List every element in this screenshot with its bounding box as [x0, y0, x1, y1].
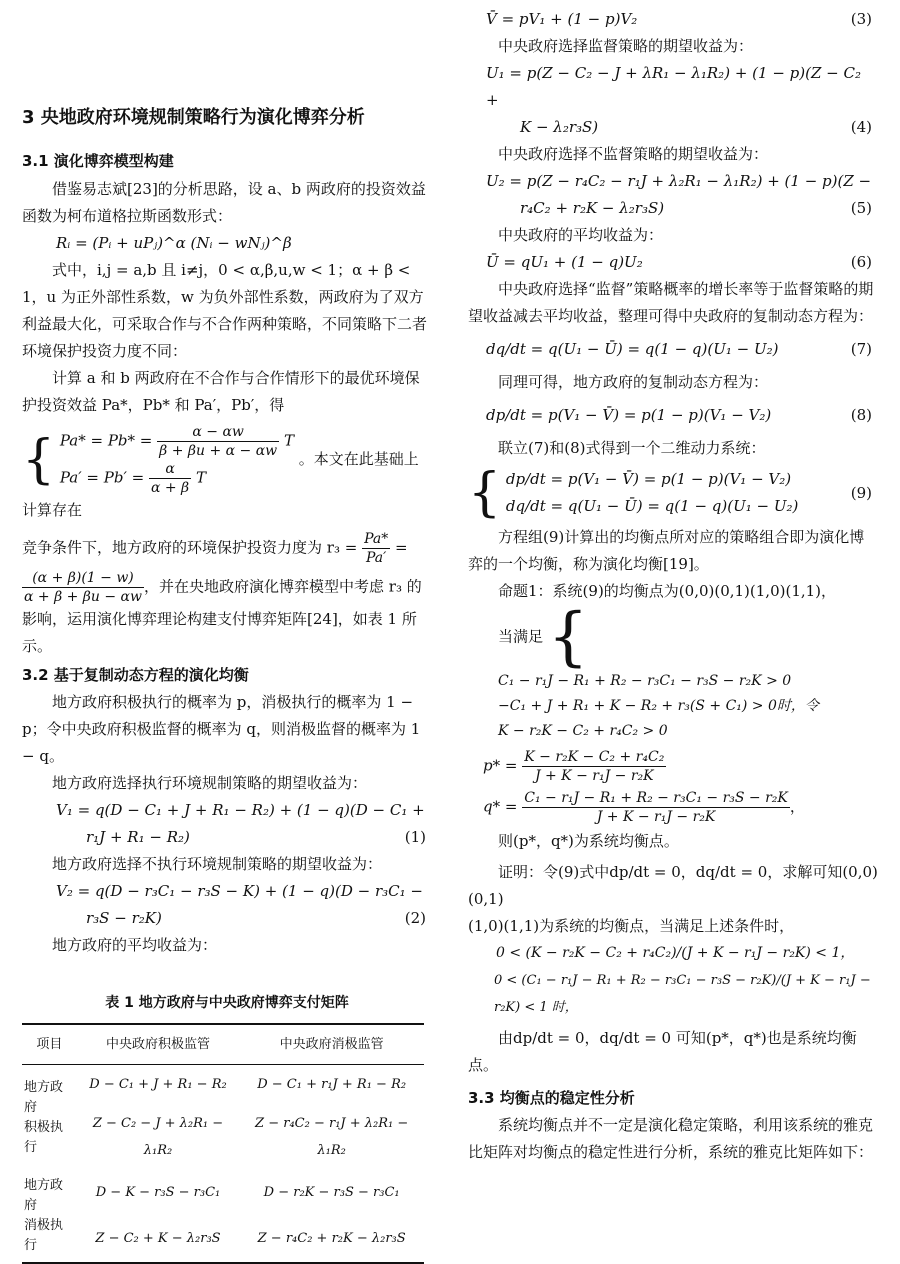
r3-value-frac: $\frac{(\alpha + \beta)(1 - w)}{\alpha + \beta + \beta u - \alpha w}$ [24, 570, 142, 605]
paragraph-3: 计算 a 和 b 两政府在不合作与合作情形下的最优环境保护投资效益 Pa*，Pb* 和 Pa′，Pb′，得 [22, 369, 420, 414]
eq1-line-a: V₁ = q(D − C₁ + J + R₁ − R₂) + (1 − q)(D − C₁ + [56, 801, 425, 819]
paragraph-21: 系统均衡点并不一定是演化稳定策略，利用该系统的雅克比矩阵对均衡点的稳定性进行分析，系统的雅克比矩阵如下： [468, 1116, 874, 1161]
paragraph-12: 中央政府选择“监督”策略概率的增长率等于监督策略的期望收益减去平均收益，整理可得中央政府的复制动态方程为： [468, 280, 874, 325]
sys1-a-frac: $\frac{\alpha - \alpha w}{\beta + \beta u + \alpha - \alpha w}$ [159, 424, 278, 459]
paragraph-19: (1,0)(1,1)为系统的均衡点，当满足上述条件时， [468, 917, 795, 935]
eq7-number: (7) [850, 340, 872, 358]
cell: D − C₁ + r₁J + R₁ − R₂ [257, 1077, 407, 1092]
paragraph-4b: $\frac{(\alpha + \beta)(1 - w)}{\alpha + \beta + \beta u - \alpha w}$ ，并在央地政府演化博弈模型中考虑 r₃ 的影响，运用演化博弈理论构建支付博弈矩阵[24]，如表 1 所示。 [22, 570, 422, 655]
cell: Z − C₂ + K − λ₂r₃S [95, 1231, 221, 1247]
paragraph-6: 地方政府选择执行环境规制策略的期望收益为： [52, 774, 368, 792]
system-optimal-investment: { Pa* = Pb* = $\frac{\alpha - \alpha w}{\beta + \beta u + \alpha - \alpha w}$ T Pa′ = Pb′ = $\frac{\alpha}{\alpha + \beta}$ T 。本文在此基础上计算存在 [22, 424, 419, 519]
paragraph-16: 命题1：系统(9)的均衡点为(0,0)(0,1)(1,0)(1,1)， [498, 582, 837, 600]
paragraph-11: 中央政府的平均收益为： [498, 226, 664, 244]
paragraph-9: 中央政府选择监督策略的期望收益为： [498, 37, 754, 55]
eq9-line-a: dp/dt = p(V₁ − V̄) = p(1 − p)(V₁ − V₂) [505, 470, 792, 488]
table-header-passive: 中央政府消极监管 [239, 1024, 424, 1065]
cell: Z − C₂ − J + λ₂R₁ − λ₁R₂ [92, 1116, 224, 1158]
payoff-table [22, 1023, 424, 1264]
cell: D − C₁ + J + R₁ − R₂ [89, 1077, 227, 1092]
eq7: dq/dt = q(U₁ − Ū) = q(1 − q)(U₁ − U₂) (7) [468, 336, 878, 363]
paragraph-8: 地方政府的平均收益为： [52, 936, 218, 954]
eq9-line-b: dq/dt = q(U₁ − Ū) = q(1 − q)(U₁ − U₂) [505, 497, 799, 515]
eq2-line-b: r₃S − r₂K) (2) [22, 905, 432, 932]
paragraph-14: 联立(7)和(8)式得到一个二维动力系统： [498, 439, 766, 457]
section-3-1-title: 3.1 演化博弈模型构建 [22, 152, 174, 170]
section-3-title: 3 央地政府环境规制策略行为演化博弈分析 [22, 107, 365, 128]
eq5-line-b: r₄C₂ + r₂K − λ₂r₃S) (5) [468, 195, 878, 222]
section-3-2-title: 3.2 基于复制动态方程的演化均衡 [22, 666, 249, 684]
eq8-number: (8) [850, 406, 872, 424]
row-label-active: 地方政府 积极执行 [24, 1079, 64, 1155]
paragraph-17: 则(p*，q*)为系统均衡点。 [498, 832, 679, 850]
table-title: 表 1 地方政府与中央政府博弈支付矩阵 [105, 995, 349, 1011]
sys1-a-lhs: Pa* = Pb* = [59, 431, 153, 450]
sys1-b-lhs: Pa′ = Pb′ = [59, 468, 145, 487]
paragraph-13: 同理可得，地方政府的复制动态方程为： [498, 373, 769, 391]
eq3-number: (3) [850, 10, 872, 28]
eq8: dp/dt = p(V₁ − V̄) = p(1 − p)(V₁ − V₂) (8) [468, 402, 878, 429]
conditions-block: 当满足 { C₁ − r₁J − R₁ + R₂ − r₃C₁ − r₃S − r₂K > 0 −C₁ + J + R₁ + K − R₂ + r₃(S + C₁) > 0时，令 K − r₂K − C₂ + r₄C₂ > 0 [468, 605, 878, 744]
condition-3: K − r₂K − C₂ + r₄C₂ > 0 [498, 723, 668, 739]
cell: D − r₂K − r₃S − r₃C₁ [263, 1185, 400, 1201]
eq5-line-a: U₂ = p(Z − r₄C₂ − r₁J + λ₂R₁ − λ₁R₂) + (1 − p)(Z − [486, 172, 872, 190]
cell: D − K − r₃S − r₃C₁ [95, 1185, 221, 1201]
table-row [22, 1216, 424, 1263]
left-brace: { [22, 430, 56, 490]
cell: Z − r₄C₂ + r₂K − λ₂r₃S [257, 1231, 406, 1247]
paragraph-10: 中央政府选择不监督策略的期望收益为： [498, 145, 769, 163]
eq2-line-a: V₂ = q(D − r₃C₁ − r₃S − K) + (1 − q)(D − r₃C₁ − [56, 882, 423, 900]
eq4-number: (4) [850, 118, 872, 136]
paragraph-15: 方程组(9)计算出的均衡点所对应的策略组合即为演化博弈的一个均衡，称为演化均衡[19]。 [468, 528, 865, 573]
table-row [22, 1065, 424, 1105]
table-row [22, 1170, 424, 1216]
eq4-line-b: K − λ₂r₃S) (4) [468, 114, 878, 141]
paragraph-1: 借鉴易志斌[23]的分析思路，设 a、b 两政府的投资效益函数为柯布道格拉斯函数形式： [22, 180, 426, 225]
eq1-line-b: r₁J + R₁ − R₂) (1) [22, 824, 432, 851]
eq2-number: (2) [404, 909, 426, 927]
eq6: Ū = qU₁ + (1 − q)U₂ (6) [468, 249, 878, 276]
p-star: p* = $\frac{\text{K − r₂K − C₂ + r₄C₂}}{\text{J + K − r₁J − r₂K}}$ [483, 749, 665, 784]
eq5-number: (5) [850, 199, 872, 217]
inequality-2: 0 < (C₁ − r₁J − R₁ + R₂ − r₃C₁ − r₃S − r₂K)/(J + K − r₁J − r₂K) < 1 时， [494, 973, 871, 1015]
eq1-number: (1) [404, 828, 426, 846]
table-header-item: 项目 [22, 1024, 77, 1065]
left-column [22, 0, 432, 1253]
eq9-system: { dp/dt = p(V₁ − V̄) = p(1 − p)(V₁ − V₂) dq/dt = q(U₁ − Ū) = q(1 − q)(U₁ − U₂) (9) [468, 463, 872, 523]
r3-frac: $\frac{Pa*}{Pa'}$ [364, 531, 389, 566]
eq4-line-a: U₁ = p(Z − C₂ − J + λR₁ − λ₁R₂) + (1 − p)(Z − C₂ + [486, 64, 861, 109]
eq6-number: (6) [850, 253, 872, 271]
table-header-active: 中央政府积极监管 [77, 1024, 240, 1065]
q-star: q* = $\frac{\text{C₁ − r₁J − R₁ + R₂ − r₃C₁ − r₃S − r₂K}}{\text{J + K − r₁J − r₂K}}$ ， [483, 790, 805, 825]
paragraph-4: 竞争条件下，地方政府的环境保护投资力度为 r₃ = $\frac{Pa*}{Pa'}$ = [22, 531, 408, 566]
eq9-number: (9) [850, 484, 872, 502]
eq-cobb-douglas: Rᵢ = (Pᵢ + uPⱼ)^α (Nᵢ − wNⱼ)^β [56, 234, 292, 252]
table-row [22, 1104, 424, 1170]
cell: Z − r₄C₂ − r₁J + λ₂R₁ − λ₁R₂ [255, 1116, 409, 1158]
paragraph-2: 式中，i,j = a,b 且 i≠j，0 < α,β,u,w < 1；α + β < 1，u 为正外部性系数，w 为负外部性系数，两政府为了双方利益最大化，可采取合作与不合作两种策略，不同策略下二者环境保护投资力度不同： [22, 261, 428, 360]
paragraph-18: 证明：令(9)式中dp/dt = 0，dq/dt = 0，求解可知(0,0)(0,1) [468, 863, 878, 908]
condition-2: −C₁ + J + R₁ + K − R₂ + r₃(S + C₁) > 0时，令 [498, 698, 819, 714]
paragraph-7: 地方政府选择不执行环境规制策略的期望收益为： [52, 855, 383, 873]
eq3: V̄ = pV₁ + (1 − p)V₂ (3) [468, 6, 878, 33]
sys1-b-frac: $\frac{\alpha}{\alpha + \beta}$ [150, 461, 190, 496]
paragraph-5: 地方政府积极执行的概率为 p，消极执行的概率为 1 − p；令中央政府积极监督的概率为 q，则消极监督的概率为 1 − q。 [22, 693, 421, 765]
paragraph-20: 由dp/dt = 0，dq/dt = 0 可知(p*，q*)也是系统均衡点。 [468, 1029, 857, 1074]
right-column [468, 0, 878, 1199]
row-label-passive: 地方政府 消极执行 [24, 1178, 64, 1253]
inequality-1: 0 < (K − r₂K − C₂ + r₄C₂)/(J + K − r₁J − r₂K) < 1， [496, 945, 855, 961]
condition-1: C₁ − r₁J − R₁ + R₂ − r₃C₁ − r₃S − r₂K > 0 [498, 673, 792, 689]
sys1-tail: 。本文在此基础上计算存在 [22, 450, 419, 519]
payoff-table-block [22, 990, 432, 1264]
section-3-3-title: 3.3 均衡点的稳定性分析 [468, 1089, 635, 1107]
